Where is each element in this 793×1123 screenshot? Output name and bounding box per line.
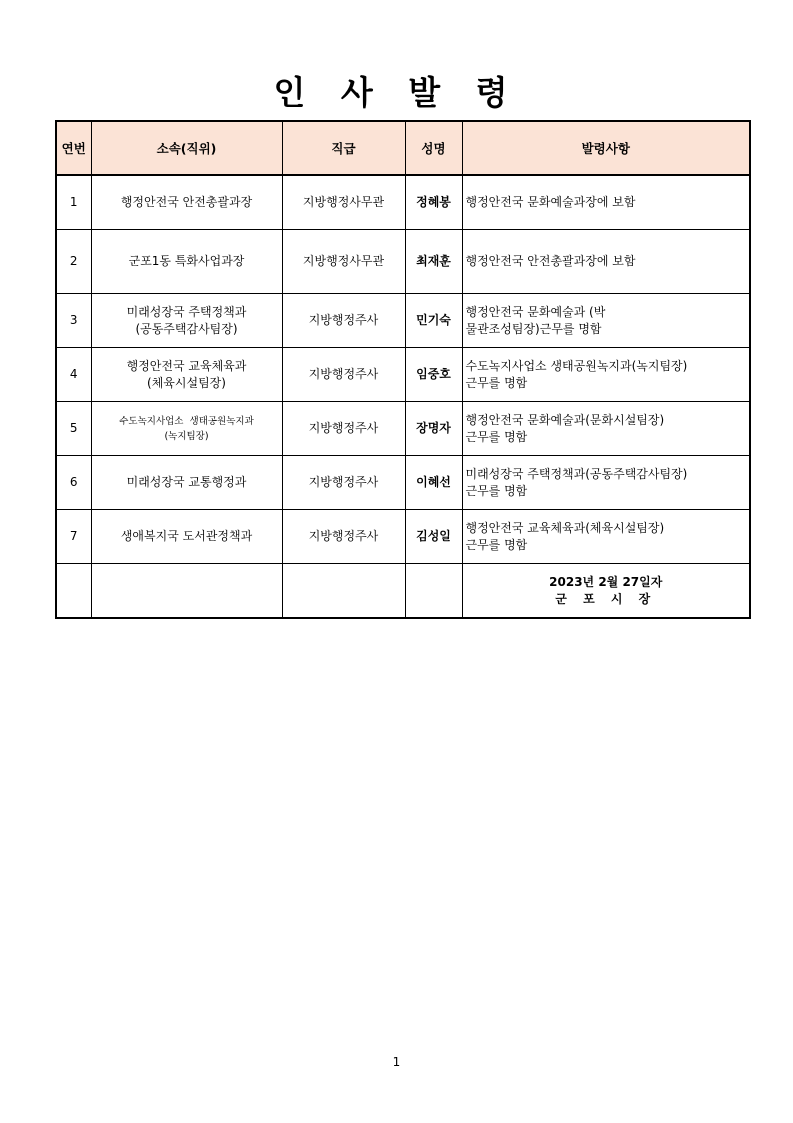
row-name: 민기숙 xyxy=(405,294,462,348)
department-line: 미래성장국 주택정책과 xyxy=(126,304,247,319)
row-grade: 지방행정주사 xyxy=(282,402,405,456)
department-line: 수도녹지사업소 생태공원녹지과 xyxy=(119,415,254,427)
row-department xyxy=(91,402,282,456)
header-order: 발령사항 xyxy=(462,121,750,175)
row-department xyxy=(91,456,282,510)
table-row xyxy=(56,402,750,456)
department-subline: (녹지팀장) xyxy=(164,430,209,442)
table-row xyxy=(56,294,750,348)
order-subline: 근무를 명함 xyxy=(465,483,528,498)
row-order xyxy=(462,230,750,294)
row-number: 6 xyxy=(56,456,91,510)
row-number: 3 xyxy=(56,294,91,348)
row-grade: 지방행정사무관 xyxy=(282,175,405,230)
department-line: 행정안전국 교육체육과 xyxy=(126,358,247,373)
order-line: 행정안전국 문화예술과(문화시설팀장) xyxy=(465,412,665,427)
page-number: 1 xyxy=(392,1055,401,1069)
row-department xyxy=(91,230,282,294)
order-line: 행정안전국 교육체육과(체육시설팀장) xyxy=(465,520,665,535)
row-number: 5 xyxy=(56,402,91,456)
order-line: 행정안전국 문화예술과 (박 xyxy=(465,304,606,319)
signature-row xyxy=(56,564,750,619)
department-line: 생애복지국 도서관정책과 xyxy=(120,529,253,543)
row-order xyxy=(462,348,750,402)
row-name: 김성일 xyxy=(405,510,462,564)
row-number: 2 xyxy=(56,230,91,294)
row-name: 최재훈 xyxy=(405,230,462,294)
row-number: 7 xyxy=(56,510,91,564)
row-grade: 지방행정주사 xyxy=(282,294,405,348)
order-line: 행정안전국 문화예술과장에 보함 xyxy=(465,195,636,209)
personnel-order-table xyxy=(55,120,751,619)
row-department xyxy=(91,294,282,348)
row-name: 임중호 xyxy=(405,348,462,402)
row-name: 이혜선 xyxy=(405,456,462,510)
table-row xyxy=(56,456,750,510)
row-order xyxy=(462,510,750,564)
order-line: 수도녹지사업소 생태공원녹지과(녹지팀장) xyxy=(465,358,688,373)
empty-cell xyxy=(405,564,462,619)
row-grade: 지방행정주사 xyxy=(282,510,405,564)
row-department xyxy=(91,348,282,402)
row-name: 정혜봉 xyxy=(405,175,462,230)
department-subline: (체육시설팀장) xyxy=(147,375,226,390)
empty-cell xyxy=(282,564,405,619)
row-grade: 지방행정주사 xyxy=(282,348,405,402)
row-order xyxy=(462,294,750,348)
header-no: 연번 xyxy=(56,121,91,175)
department-line: 미래성장국 교통행정과 xyxy=(126,475,247,489)
signature-cell xyxy=(462,564,750,619)
row-name: 장명자 xyxy=(405,402,462,456)
order-subline: 근무를 명함 xyxy=(465,429,528,444)
order-date: 2023년 2월 27일자 xyxy=(549,574,663,589)
row-department xyxy=(91,510,282,564)
order-subline: 근무를 명함 xyxy=(465,537,528,552)
empty-cell xyxy=(56,564,91,619)
order-subline: 근무를 명함 xyxy=(465,375,528,390)
table-header-row xyxy=(56,121,750,175)
order-line: 미래성장국 주택정책과(공동주택감사팀장) xyxy=(465,466,688,481)
table-row xyxy=(56,348,750,402)
row-grade: 지방행정사무관 xyxy=(282,230,405,294)
table-row xyxy=(56,230,750,294)
table-row xyxy=(56,510,750,564)
header-dept: 소속(직위) xyxy=(91,121,282,175)
row-order xyxy=(462,175,750,230)
issuer-title: 군 포 시 장 xyxy=(555,591,657,606)
document-title: 인 사 발 령 xyxy=(273,73,520,112)
row-order xyxy=(462,402,750,456)
header-grade: 직급 xyxy=(282,121,405,175)
department-subline: (공동주택감사팀장) xyxy=(135,321,238,336)
department-line: 군포1동 특화사업과장 xyxy=(128,254,245,268)
department-line: 행정안전국 안전총괄과장 xyxy=(120,195,253,209)
order-line: 행정안전국 안전총괄과장에 보함 xyxy=(465,254,636,268)
row-number: 4 xyxy=(56,348,91,402)
row-number: 1 xyxy=(56,175,91,230)
empty-cell xyxy=(91,564,282,619)
row-department xyxy=(91,175,282,230)
row-grade: 지방행정주사 xyxy=(282,456,405,510)
order-subline: 물관조성팀장)근무를 명함 xyxy=(465,321,602,336)
table-row xyxy=(56,175,750,230)
header-name: 성명 xyxy=(405,121,462,175)
row-order xyxy=(462,456,750,510)
